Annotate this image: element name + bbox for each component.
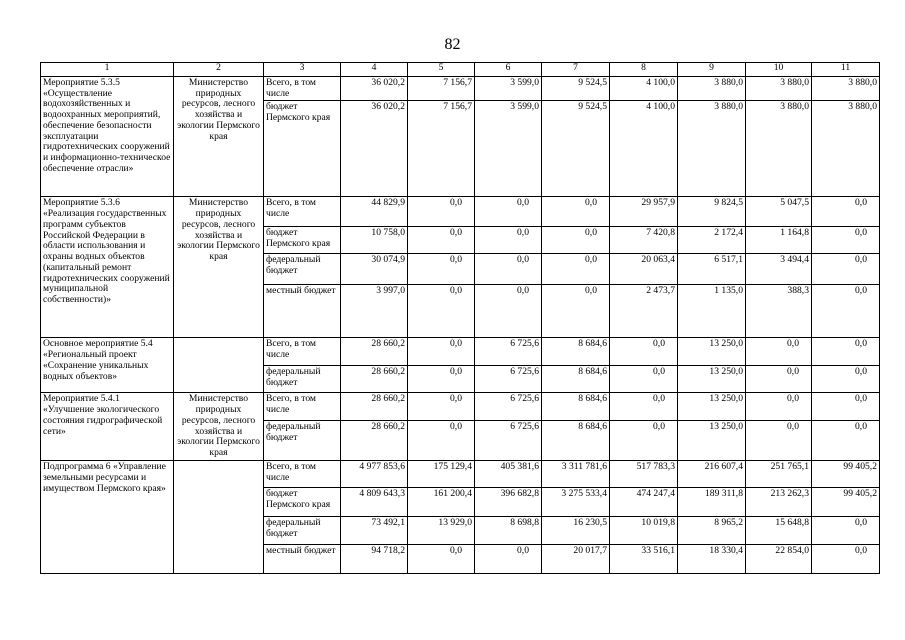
responsible-org-cell: Министерство природных ресурсов, лесного хозяйства и экологии Пермского края bbox=[174, 393, 264, 461]
year-amount-cell: 0,0 bbox=[610, 366, 678, 393]
year-amount-cell: 0,0 bbox=[812, 393, 880, 421]
total-amount-cell: 44 829,9 bbox=[341, 197, 408, 227]
year-amount-cell: 9 524,5 bbox=[542, 77, 610, 101]
year-amount-cell: 0,0 bbox=[812, 421, 880, 461]
total-amount-cell: 28 660,2 bbox=[341, 366, 408, 393]
year-amount-cell: 8 698,8 bbox=[475, 517, 542, 545]
year-amount-cell: 8 684,6 bbox=[542, 338, 610, 366]
total-amount-cell: 28 660,2 bbox=[341, 338, 408, 366]
column-header: 8 bbox=[610, 63, 678, 77]
year-amount-cell: 2 473,7 bbox=[610, 285, 678, 338]
funding-source-cell: местный бюджет bbox=[264, 285, 341, 338]
table-row bbox=[41, 393, 880, 421]
year-amount-cell: 3 311 781,6 bbox=[542, 461, 610, 488]
total-amount-cell: 36 020,2 bbox=[341, 101, 408, 197]
responsible-org-cell bbox=[174, 338, 264, 393]
year-amount-cell: 1 135,0 bbox=[678, 285, 746, 338]
year-amount-cell: 0,0 bbox=[610, 338, 678, 366]
year-amount-cell: 474 247,4 bbox=[610, 488, 678, 517]
column-header: 11 bbox=[812, 63, 880, 77]
year-amount-cell: 189 311,8 bbox=[678, 488, 746, 517]
year-amount-cell: 0,0 bbox=[408, 421, 475, 461]
activity-name-cell: Мероприятие 5.3.5 «Осуществление водохозяйственных и водоохранных мероприятий, обеспечение безопасности эксплуатации гидротехнических сооружений и информационно-техническое обеспечение отрасли» bbox=[41, 77, 174, 197]
year-amount-cell: 1 164,8 bbox=[746, 227, 812, 254]
year-amount-cell: 0,0 bbox=[812, 338, 880, 366]
funding-source-cell: бюджет Пермского края bbox=[264, 488, 341, 517]
activity-name-cell: Основное мероприятие 5.4 «Региональный проект «Сохранение уникальных водных объектов» bbox=[41, 338, 174, 393]
column-header: 3 bbox=[264, 63, 341, 77]
year-amount-cell: 0,0 bbox=[408, 285, 475, 338]
year-amount-cell: 0,0 bbox=[542, 197, 610, 227]
total-amount-cell: 28 660,2 bbox=[341, 421, 408, 461]
funding-source-cell: бюджет Пермского края bbox=[264, 101, 341, 197]
year-amount-cell: 10 019,8 bbox=[610, 517, 678, 545]
year-amount-cell: 6 725,6 bbox=[475, 393, 542, 421]
column-header: 6 bbox=[475, 63, 542, 77]
total-amount-cell: 4 809 643,3 bbox=[341, 488, 408, 517]
year-amount-cell: 396 682,8 bbox=[475, 488, 542, 517]
column-header: 7 bbox=[542, 63, 610, 77]
year-amount-cell: 2 172,4 bbox=[678, 227, 746, 254]
year-amount-cell: 3 880,0 bbox=[812, 77, 880, 101]
year-amount-cell: 0,0 bbox=[475, 254, 542, 285]
year-amount-cell: 6 517,1 bbox=[678, 254, 746, 285]
year-amount-cell: 8 965,2 bbox=[678, 517, 746, 545]
year-amount-cell: 0,0 bbox=[408, 254, 475, 285]
funding-source-cell: Всего, в том числе bbox=[264, 338, 341, 366]
responsible-org-cell: Министерство природных ресурсов, лесного хозяйства и экологии Пермского края bbox=[174, 77, 264, 197]
total-amount-cell: 4 977 853,6 bbox=[341, 461, 408, 488]
year-amount-cell: 8 684,6 bbox=[542, 421, 610, 461]
page-number: 82 bbox=[444, 36, 461, 53]
year-amount-cell: 13 250,0 bbox=[678, 366, 746, 393]
year-amount-cell: 0,0 bbox=[542, 254, 610, 285]
year-amount-cell: 161 200,4 bbox=[408, 488, 475, 517]
year-amount-cell: 0,0 bbox=[542, 227, 610, 254]
funding-source-cell: местный бюджет bbox=[264, 545, 341, 574]
activity-name-cell: Мероприятие 5.4.1 «Улучшение экологического состояния гидрографической сети» bbox=[41, 393, 174, 461]
total-amount-cell: 3 997,0 bbox=[341, 285, 408, 338]
year-amount-cell: 5 047,5 bbox=[746, 197, 812, 227]
year-amount-cell: 9 524,5 bbox=[542, 101, 610, 197]
year-amount-cell: 0,0 bbox=[408, 366, 475, 393]
funding-source-cell: федеральный бюджет bbox=[264, 366, 341, 393]
year-amount-cell: 3 880,0 bbox=[746, 77, 812, 101]
table-body bbox=[41, 77, 880, 574]
year-amount-cell: 18 330,4 bbox=[678, 545, 746, 574]
total-amount-cell: 30 074,9 bbox=[341, 254, 408, 285]
total-amount-cell: 73 492,1 bbox=[341, 517, 408, 545]
responsible-org-cell: Министерство природных ресурсов, лесного хозяйства и экологии Пермского края bbox=[174, 197, 264, 338]
table-row bbox=[41, 461, 880, 488]
funding-source-cell: федеральный бюджет bbox=[264, 421, 341, 461]
year-amount-cell: 0,0 bbox=[408, 393, 475, 421]
funding-source-cell: бюджет Пермского края bbox=[264, 227, 341, 254]
year-amount-cell: 3 880,0 bbox=[746, 101, 812, 197]
year-amount-cell: 517 783,3 bbox=[610, 461, 678, 488]
year-amount-cell: 216 607,4 bbox=[678, 461, 746, 488]
year-amount-cell: 0,0 bbox=[475, 227, 542, 254]
budget-table bbox=[40, 62, 880, 574]
year-amount-cell: 0,0 bbox=[475, 545, 542, 574]
total-amount-cell: 10 758,0 bbox=[341, 227, 408, 254]
year-amount-cell: 0,0 bbox=[475, 197, 542, 227]
year-amount-cell: 8 684,6 bbox=[542, 366, 610, 393]
year-amount-cell: 7 156,7 bbox=[408, 77, 475, 101]
year-amount-cell: 3 880,0 bbox=[678, 77, 746, 101]
year-amount-cell: 0,0 bbox=[542, 285, 610, 338]
year-amount-cell: 405 381,6 bbox=[475, 461, 542, 488]
table-row bbox=[41, 77, 880, 101]
year-amount-cell: 0,0 bbox=[812, 254, 880, 285]
year-amount-cell: 13 250,0 bbox=[678, 421, 746, 461]
year-amount-cell: 3 599,0 bbox=[475, 77, 542, 101]
year-amount-cell: 251 765,1 bbox=[746, 461, 812, 488]
year-amount-cell: 9 824,5 bbox=[678, 197, 746, 227]
year-amount-cell: 213 262,3 bbox=[746, 488, 812, 517]
funding-source-cell: Всего, в том числе bbox=[264, 197, 341, 227]
year-amount-cell: 3 275 533,4 bbox=[542, 488, 610, 517]
year-amount-cell: 0,0 bbox=[812, 285, 880, 338]
year-amount-cell: 0,0 bbox=[812, 517, 880, 545]
year-amount-cell: 0,0 bbox=[812, 545, 880, 574]
year-amount-cell: 0,0 bbox=[746, 338, 812, 366]
year-amount-cell: 16 230,5 bbox=[542, 517, 610, 545]
year-amount-cell: 99 405,2 bbox=[812, 461, 880, 488]
column-header: 1 bbox=[41, 63, 174, 77]
year-amount-cell: 175 129,4 bbox=[408, 461, 475, 488]
year-amount-cell: 13 250,0 bbox=[678, 338, 746, 366]
total-amount-cell: 28 660,2 bbox=[341, 393, 408, 421]
year-amount-cell: 7 156,7 bbox=[408, 101, 475, 197]
year-amount-cell: 4 100,0 bbox=[610, 77, 678, 101]
year-amount-cell: 7 420,8 bbox=[610, 227, 678, 254]
column-number-row bbox=[41, 63, 880, 77]
year-amount-cell: 3 494,4 bbox=[746, 254, 812, 285]
year-amount-cell: 0,0 bbox=[408, 545, 475, 574]
year-amount-cell: 0,0 bbox=[610, 421, 678, 461]
year-amount-cell: 0,0 bbox=[812, 227, 880, 254]
funding-source-cell: Всего, в том числе bbox=[264, 393, 341, 421]
year-amount-cell: 13 250,0 bbox=[678, 393, 746, 421]
column-header: 2 bbox=[174, 63, 264, 77]
year-amount-cell: 0,0 bbox=[812, 366, 880, 393]
funding-source-cell: Всего, в том числе bbox=[264, 77, 341, 101]
year-amount-cell: 0,0 bbox=[408, 227, 475, 254]
year-amount-cell: 0,0 bbox=[746, 421, 812, 461]
responsible-org-cell bbox=[174, 461, 264, 574]
table-row bbox=[41, 338, 880, 366]
activity-name-cell: Подпрограмма 6 «Управление земельными ресурсами и имуществом Пермского края» bbox=[41, 461, 174, 574]
year-amount-cell: 4 100,0 bbox=[610, 101, 678, 197]
year-amount-cell: 0,0 bbox=[610, 393, 678, 421]
year-amount-cell: 6 725,6 bbox=[475, 366, 542, 393]
year-amount-cell: 33 516,1 bbox=[610, 545, 678, 574]
funding-source-cell: федеральный бюджет bbox=[264, 517, 341, 545]
year-amount-cell: 0,0 bbox=[408, 197, 475, 227]
year-amount-cell: 0,0 bbox=[812, 197, 880, 227]
funding-source-cell: федеральный бюджет bbox=[264, 254, 341, 285]
year-amount-cell: 3 880,0 bbox=[812, 101, 880, 197]
year-amount-cell: 3 599,0 bbox=[475, 101, 542, 197]
year-amount-cell: 29 957,9 bbox=[610, 197, 678, 227]
year-amount-cell: 20 063,4 bbox=[610, 254, 678, 285]
year-amount-cell: 20 017,7 bbox=[542, 545, 610, 574]
year-amount-cell: 3 880,0 bbox=[678, 101, 746, 197]
table-row bbox=[41, 197, 880, 227]
year-amount-cell: 99 405,2 bbox=[812, 488, 880, 517]
year-amount-cell: 15 648,8 bbox=[746, 517, 812, 545]
year-amount-cell: 0,0 bbox=[746, 366, 812, 393]
total-amount-cell: 36 020,2 bbox=[341, 77, 408, 101]
year-amount-cell: 0,0 bbox=[408, 338, 475, 366]
year-amount-cell: 8 684,6 bbox=[542, 393, 610, 421]
column-header: 4 bbox=[341, 63, 408, 77]
funding-source-cell: Всего, в том числе bbox=[264, 461, 341, 488]
year-amount-cell: 388,3 bbox=[746, 285, 812, 338]
year-amount-cell: 0,0 bbox=[746, 393, 812, 421]
year-amount-cell: 6 725,6 bbox=[475, 421, 542, 461]
year-amount-cell: 13 929,0 bbox=[408, 517, 475, 545]
column-header: 9 bbox=[678, 63, 746, 77]
column-header: 10 bbox=[746, 63, 812, 77]
column-header: 5 bbox=[408, 63, 475, 77]
total-amount-cell: 94 718,2 bbox=[341, 545, 408, 574]
year-amount-cell: 0,0 bbox=[475, 285, 542, 338]
activity-name-cell: Мероприятие 5.3.6 «Реализация государственных программ субъектов Российской Федерации в области использования и охраны водных объектов (капитальный ремонт гидротехнических сооружений муниципальной собственности)» bbox=[41, 197, 174, 338]
year-amount-cell: 22 854,0 bbox=[746, 545, 812, 574]
year-amount-cell: 6 725,6 bbox=[475, 338, 542, 366]
